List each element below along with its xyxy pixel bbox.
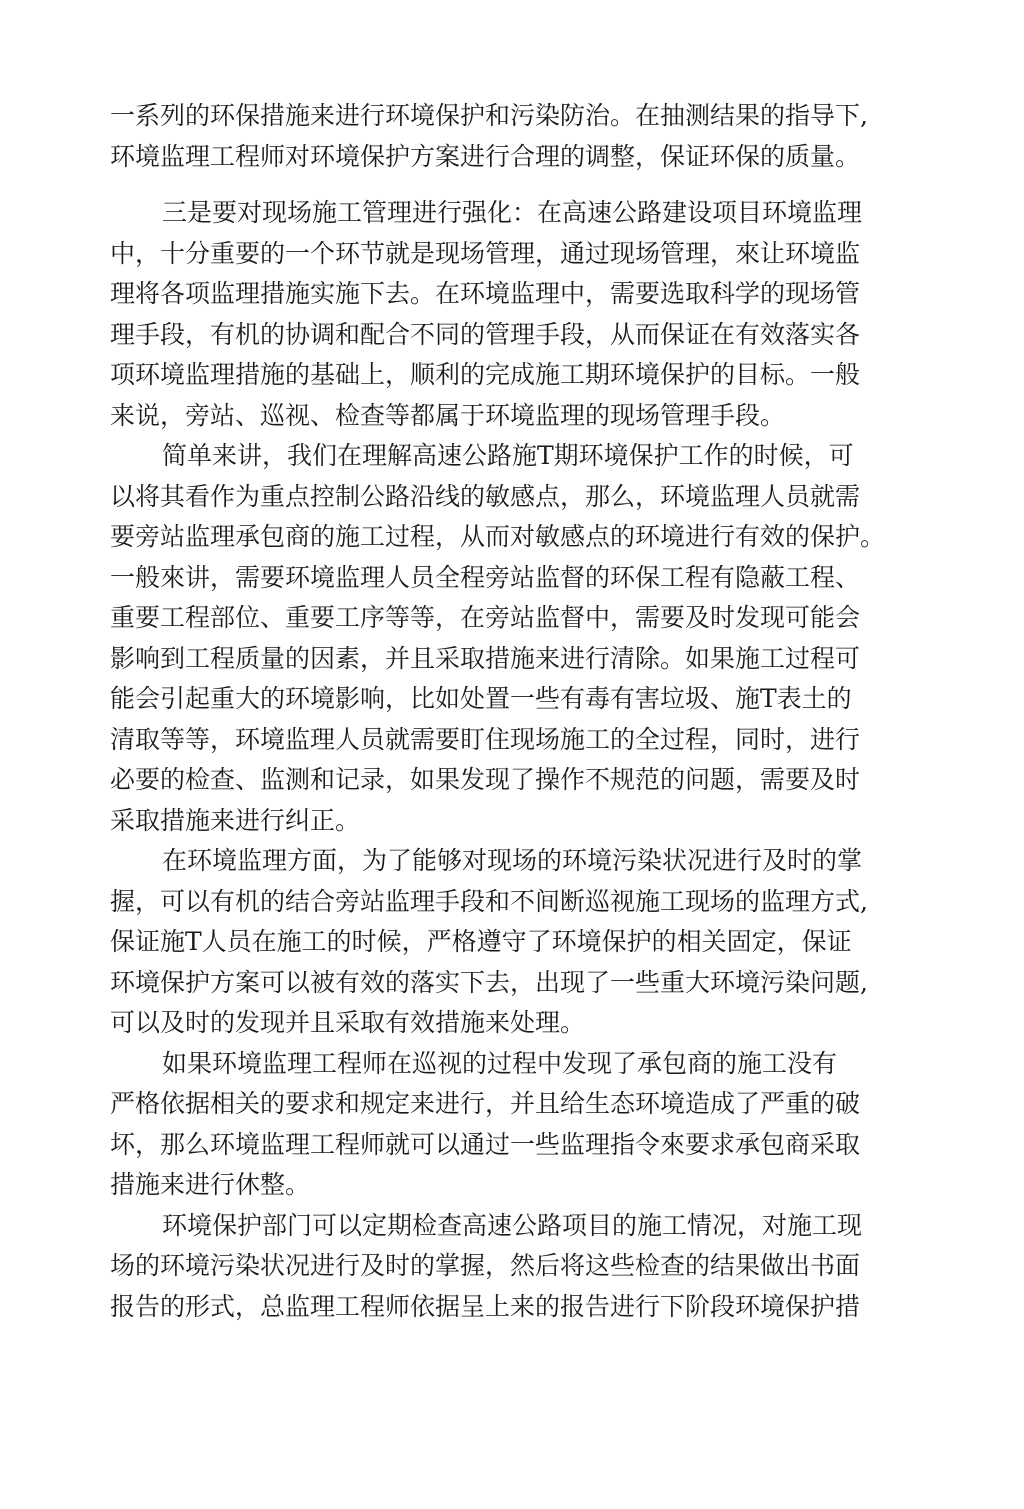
text-line: 以将其看作为重点控制公路沿线的敏感点，那么，环境监理人员就需 <box>110 481 861 511</box>
text-line: 能会引起重大的环境影响，比如处置一些有毒有害垃圾、施T表土的 <box>110 684 852 713</box>
text-line: 在环境监理方面，为了能够对现场的环境污染状况进行及时的掌 <box>162 846 863 875</box>
text-line: 清取等等，环境监理人员就需要盯住现场施工的全过程，同时，进行 <box>110 724 861 754</box>
text-line: 坏，那么环境监理工程师就可以通过一些监理指令來要求承包商采取 <box>110 1129 861 1159</box>
text-line: 项环境监理措施的基础上，顺利的完成施工期环境保护的目标。一般 <box>110 360 861 389</box>
text-line: 影响到工程质量的因素，并且采取措施来进行清除。如果施工过程可 <box>110 643 861 673</box>
text-line: 中，十分重要的一个环节就是现场管理，通过现场管理，來让环境监 <box>110 238 861 268</box>
text-line: 理手段，有机的协调和配合不同的管理手段，从而保证在有效落实各 <box>110 319 861 349</box>
text-line: 如果环境监理工程师在巡视的过程中发现了承包商的施工没有 <box>162 1048 838 1078</box>
text-line: 采取措施来进行纠正。 <box>110 805 361 835</box>
text-line: 三是要对现场施工管理进行强化：在高速公路建设项目环境监理 <box>162 198 863 227</box>
paragraph-5 <box>110 1044 910 1206</box>
text-line: 报告的形式，总监理工程师依据呈上来的报告进行下阶段环境保护措 <box>110 1291 861 1321</box>
text-line: 握，可以有机的结合旁站监理手段和不间断巡视施工现场的监理方式, <box>110 886 868 916</box>
paragraph-1 <box>110 96 910 177</box>
paragraph-3 <box>110 436 910 841</box>
body-text <box>110 96 910 1327</box>
text-line: 重要工程部位、重要工序等等，在旁站监督中，需要及时发现可能会 <box>110 603 861 632</box>
paragraph-6 <box>110 1206 910 1328</box>
text-line: 一般來讲，需要环境监理人员全程旁站监督的环保工程有隐蔽工程、 <box>110 562 861 592</box>
text-line: 必要的检查、监测和记录，如果发现了操作不规范的问题，需要及时 <box>110 765 861 794</box>
text-line: 简单来讲，我们在理解高速公路施T期环境保护工作的时候，可 <box>162 441 854 470</box>
text-line: 理将各项监理措施实施下去。在环境监理中，需要选取科学的现场管 <box>110 279 861 308</box>
text-line: 环境监理工程师对环境保护方案进行合理的调整，保证环保的质量。 <box>110 141 861 171</box>
text-line: 场的环境污染状况进行及时的掌握，然后将这些检查的结果做出书面 <box>110 1251 861 1280</box>
paragraph-4 <box>110 841 910 1044</box>
paragraph-2 <box>110 193 910 436</box>
text-line: 要旁站监理承包商的施工过程，从而对敏感点的环境进行有效的保护。 <box>110 522 886 551</box>
text-line: 保证施T人员在施工的时候，严格遵守了环境保护的相关固定，保证 <box>110 927 852 956</box>
text-line: 一系列的环保措施来进行环境保护和污染防治。在抽测结果的指导下, <box>110 101 868 130</box>
text-line: 环境保护部门可以定期检查高速公路项目的施工情况，对施工现 <box>162 1210 863 1240</box>
text-line: 来说，旁站、巡视、检查等都属于环境监理的现场管理手段。 <box>110 400 786 430</box>
text-line: 严格依据相关的要求和规定来进行，并且给生态环境造成了严重的破 <box>110 1089 861 1118</box>
text-line: 措施来进行休整。 <box>110 1170 311 1199</box>
text-line: 环境保护方案可以被有效的落实下去，出现了一些重大环境污染问题, <box>110 967 868 997</box>
text-line: 可以及时的发现并且采取有效措施来处理。 <box>110 1008 586 1037</box>
